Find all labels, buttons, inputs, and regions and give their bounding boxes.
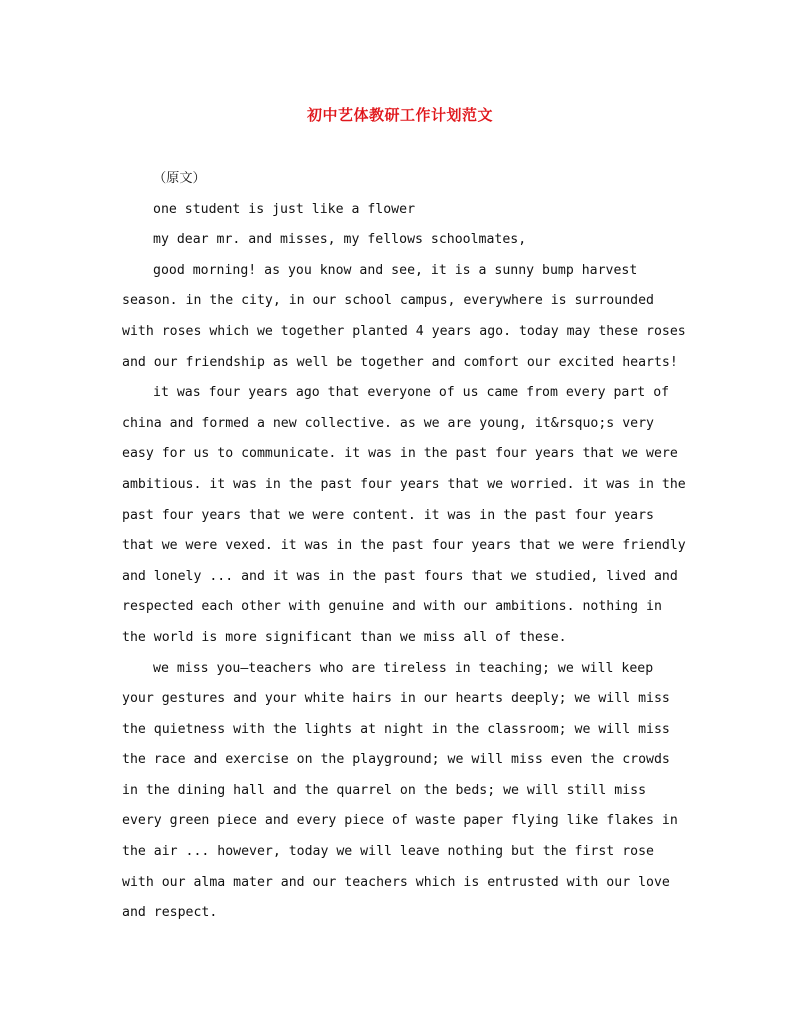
text-line: ambitious. it was in the past four years that we worried. it was in the [122, 476, 686, 492]
text-line: good morning! as you know and see, it is a sunny bump harvest [153, 262, 638, 278]
text-line: it was four years ago that everyone of us came from every part of [153, 385, 670, 401]
text-line: the quietness with the lights at night in the classroom; we will miss [122, 721, 670, 737]
text-line: easy for us to communicate. it was in the past four years that we were [122, 446, 678, 462]
text-line: your gestures and your white hairs in our hearts deeply; we will miss [122, 691, 670, 707]
text-line: （原文） [153, 171, 206, 186]
text-line: past four years that we were content. it was in the past four years [122, 507, 654, 523]
text-line: every green piece and every piece of waste paper flying like flakes in [122, 813, 678, 829]
text-line: the air ... however, today we will leave nothing but the first rose [122, 844, 654, 860]
text-line: that we were vexed. it was in the past four years that we were friendly [122, 538, 686, 554]
text-line: my dear mr. and misses, my fellows schoolmates, [153, 232, 527, 248]
text-line: and lonely ... and it was in the past fours that we studied, lived and [122, 568, 678, 584]
text-line: with our alma mater and our teachers which is entrusted with our love [122, 874, 670, 890]
text-line: and our friendship as well be together and comfort our excited hearts! [122, 354, 678, 370]
text-line: the race and exercise on the playground; we will miss even the crowds [122, 752, 670, 768]
text-line: with roses which we together planted 4 years ago. today may these roses [122, 323, 686, 339]
document-title: 初中艺体教研工作计划范文 [306, 106, 493, 124]
text-line: in the dining hall and the quarrel on the beds; we will still miss [122, 782, 647, 798]
document-body [122, 164, 688, 929]
text-line: respected each other with genuine and with our ambitions. nothing in [122, 599, 662, 615]
text-line: we miss you—teachers who are tireless in teaching; we will keep [153, 660, 654, 676]
text-line: one student is just like a flower [153, 201, 416, 217]
text-line: season. in the city, in our school campus, everywhere is surrounded [122, 293, 654, 309]
text-line: and respect. [122, 905, 218, 921]
text-line: china and formed a new collective. as we are young, it&rsquo;s very [122, 415, 654, 431]
text-line: the world is more significant than we miss all of these. [122, 629, 567, 645]
